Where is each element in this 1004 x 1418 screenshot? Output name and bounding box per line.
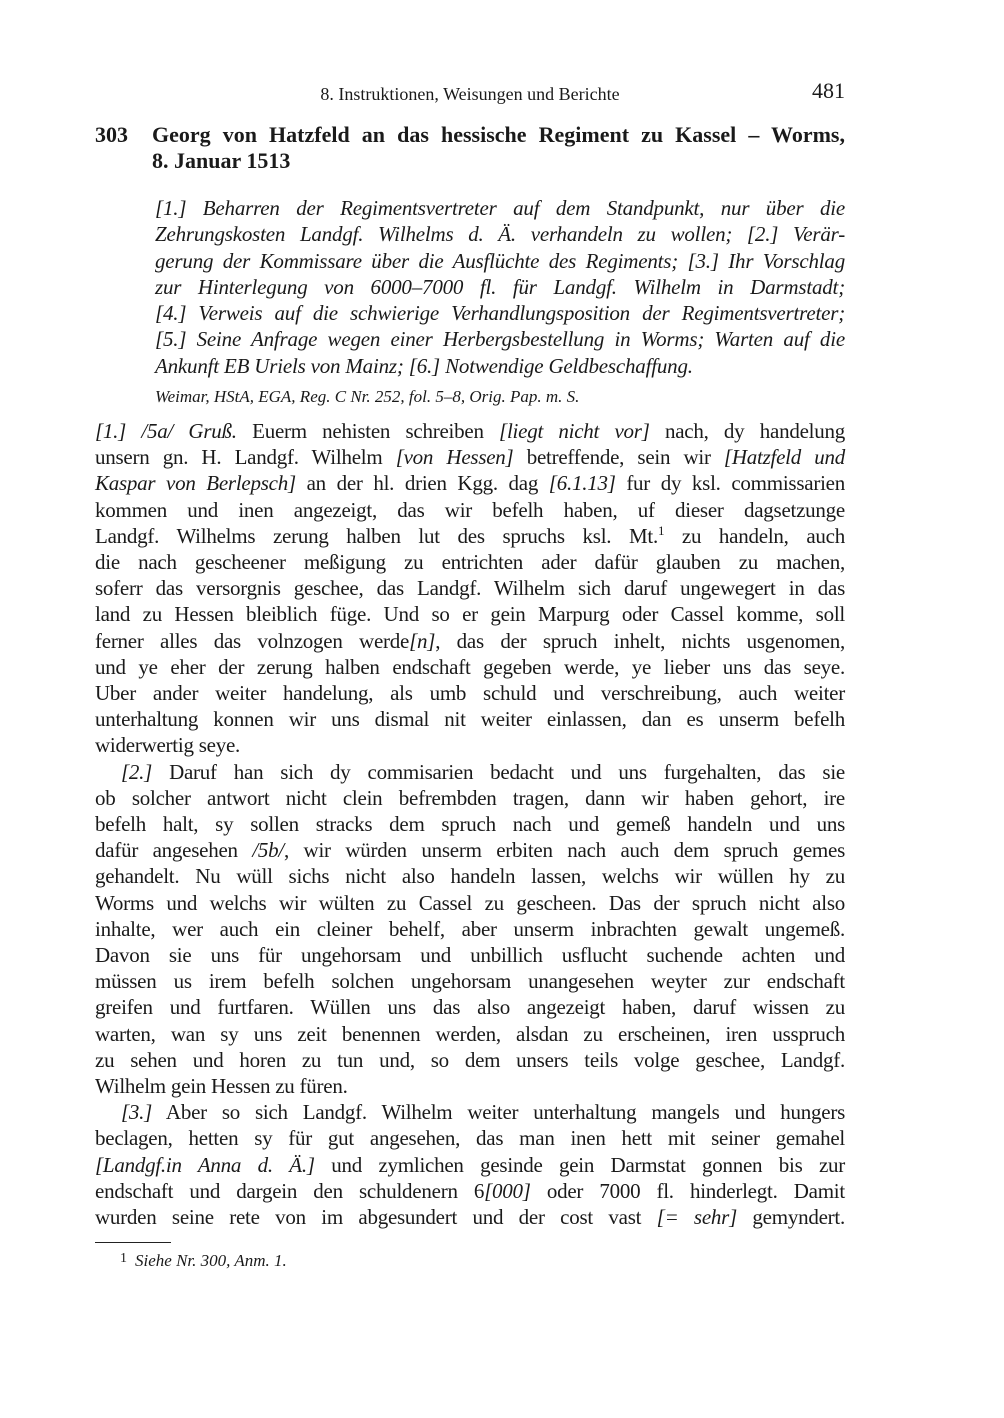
document-body — [95, 418, 845, 1230]
text-run: zu sehen und horen zu tun und, so dem unsers teils volge geschee, Landgf. — [95, 1047, 845, 1072]
text-line — [95, 1152, 845, 1178]
editorial-italic: [1.] /5a/ Gruß. — [95, 419, 237, 443]
footnote-number: 1 — [120, 1251, 127, 1266]
text-line — [95, 759, 845, 785]
text-run: land zu Hessen bleiblich füge. Und so er gein Marpurg oder Cassel komme, soll — [95, 602, 845, 627]
text-line — [95, 601, 845, 627]
text-line — [95, 1204, 845, 1230]
text-line — [95, 1047, 845, 1073]
text-run: an der hl. drien Kgg. dag — [295, 471, 549, 496]
text-run: müssen us irem befelh solchen ungehorsam unangesehen weyter zur endschaft — [95, 969, 845, 994]
paragraph — [95, 418, 845, 759]
footnote-reference: 1 — [657, 522, 665, 538]
summary-line: Zehrungskosten Landgf. Wilhelms d. Ä. verhandeln zu wollen; [2.] Verär- — [155, 222, 845, 247]
page-number: 481 — [812, 78, 845, 103]
text-line — [95, 523, 845, 549]
text-run: Uber ander weiter handelung, als umb schuld und verschreibung, auch weiter — [95, 681, 845, 706]
text-line — [95, 968, 845, 994]
running-head — [95, 78, 845, 107]
text-run: nach, dy handelung — [649, 419, 845, 443]
text-run: und ye eher der zerung halben endschaft gegeben werde, ye lieber uns das seye. — [95, 654, 845, 679]
text-line — [95, 785, 845, 811]
summary-line: [4.] Verweis auf die schwierige Verhandlungsposition der Regimentsvertreter; — [155, 301, 845, 326]
text-line — [95, 1125, 845, 1151]
summary-line: zur Hinterlegung von 6000–7000 fl. für Landgf. Wilhelm in Darmstadt; — [155, 274, 845, 299]
text-line — [95, 837, 845, 863]
text-line — [95, 811, 845, 837]
text-line — [95, 654, 845, 680]
text-line — [95, 1021, 845, 1047]
editorial-italic: [liegt nicht vor] — [499, 419, 650, 443]
text-run: die nach gescheener meßigung zu entrichten ader dafür glauben zu machen, — [95, 550, 845, 575]
text-run: unsern gn. H. Landgf. Wilhelm — [95, 445, 396, 470]
text-run: befelh halt, sy sollen stracks dem spruch nach und gemeß handeln und uns — [95, 812, 845, 837]
footnote — [120, 1247, 287, 1273]
text-run: gemyndert. — [737, 1205, 845, 1230]
source-citation: Weimar, HStA, EGA, Reg. C Nr. 252, fol. 5–8, Orig. Pap. m. S. — [155, 387, 580, 406]
running-title: 8. Instruktionen, Weisungen und Berichte — [320, 84, 620, 104]
title-line: 8. Januar 1513 — [152, 148, 291, 173]
text-line — [95, 994, 845, 1020]
text-line — [95, 680, 845, 706]
document-title — [152, 122, 845, 174]
text-run: Worms und welchs wir wülten zu Cassel zu gescheen. Das der spruch nicht also — [95, 890, 845, 915]
text-run: Wilhelm gein Hessen zu füren. — [95, 1074, 348, 1099]
text-line — [95, 497, 845, 523]
text-run: widerwertig seye. — [95, 733, 241, 758]
editorial-italic: [Hatzfeld und — [723, 445, 845, 470]
editorial-italic: [= sehr] — [656, 1205, 738, 1230]
summary-line: Ankunft EB Uriels von Mainz; [6.] Notwendige Geldbeschaffung. — [155, 353, 693, 378]
editorial-italic: [000] — [484, 1178, 531, 1203]
text-line — [95, 1073, 845, 1099]
text-run: beclagen, hetten sy für gut angesehen, das man inen hett mit seiner gemahel — [95, 1126, 845, 1151]
text-run: betreffende, sein wir — [513, 445, 724, 470]
text-run: inhalte, wer auch ein cleiner behelf, aber unserm inbrachten gewalt ungemeß. — [95, 916, 845, 941]
text-run: endschaft und dargein den schuldenern 6 — [95, 1178, 485, 1203]
text-line — [95, 628, 845, 654]
text-run: ferner alles das volnzogen werde — [95, 628, 410, 653]
text-run: , das der spruch inhelt, nichts usgenomen, — [435, 628, 845, 653]
editorial-italic: [Landgf.in Anna d. Ä.] — [95, 1152, 315, 1177]
text-run: wurden seine rete von im abgesundert und der cost vast — [95, 1205, 657, 1230]
text-line — [95, 1178, 845, 1204]
text-run: Daruf han sich dy commisarien bedacht und uns furgehalten, das sie — [152, 759, 845, 784]
editorial-italic: [2.] — [121, 759, 153, 784]
text-run: und zymlichen gesinde gein Darmstat gonnen bis zur — [314, 1152, 846, 1177]
paragraph — [95, 1099, 845, 1230]
document-number: 303 — [95, 122, 128, 147]
text-run: Landgf. Wilhelms zerung halben lut des spruchs ksl. Mt. — [95, 523, 658, 548]
text-run: kommen und inen angezeigt, das wir befelh haben, uf dieser dagsetzunge — [95, 497, 845, 522]
text-run: soferr das versorgnis geschee, das Landgf. Wilhelm sich daruf ungewegert in das — [95, 576, 845, 601]
text-run: Davon sie uns für ungehorsam und unbillich usflucht suchende achten und — [95, 943, 845, 968]
text-run: gehandelt. Nu wüll sichs nicht also handeln lassen, welchs wir wüllen hy zu — [95, 864, 845, 889]
summary-line: [5.] Seine Anfrage wegen einer Herbergsbestellung in Worms; Warten auf die — [155, 327, 845, 352]
text-line — [95, 549, 845, 575]
text-run: warten, wan sy uns zeit benennen werden, alsdan zu erscheinen, iren usspruch — [95, 1021, 845, 1046]
text-line — [95, 942, 845, 968]
editorial-italic: Kaspar von Berlepsch] — [95, 471, 296, 496]
text-run: oder 7000 fl. hinderlegt. Damit — [530, 1178, 845, 1203]
text-run: fur dy ksl. commissarien — [615, 471, 845, 496]
summary-line: [1.] Beharren der Regimentsvertreter auf dem Standpunkt, nur über die — [155, 196, 845, 220]
editorial-italic: [3.] — [121, 1100, 153, 1125]
text-line — [95, 1099, 845, 1125]
text-line — [95, 575, 845, 601]
text-line — [95, 863, 845, 889]
text-run: dafür angesehen — [95, 838, 253, 863]
text-line — [95, 916, 845, 942]
editorial-italic: [n] — [409, 628, 436, 653]
text-line — [95, 890, 845, 916]
footnote-divider — [95, 1242, 171, 1243]
text-line — [95, 732, 845, 758]
document-summary — [155, 195, 845, 379]
text-run: Euerm nehisten schreiben — [236, 419, 500, 443]
text-line — [95, 418, 845, 444]
text-run: zu handeln, auch — [664, 523, 845, 548]
text-run: unterhaltung konnen wir uns dismal nit weiter einlassen, dan es unserm befelh — [95, 707, 845, 732]
text-run: ob solcher antwort nicht clein befrembden tragen, dann wir haben gehort, ire — [95, 785, 845, 810]
title-line: Georg von Hatzfeld an das hessische Regiment zu Kassel – Worms, — [152, 122, 845, 147]
editorial-italic: [von Hessen] — [395, 445, 514, 470]
summary-line: gerung der Kommissare über die Ausflüchte des Regiments; [3.] Ihr Vorschlag — [155, 248, 845, 273]
text-line — [95, 470, 845, 496]
text-line — [95, 706, 845, 732]
editorial-italic: [6.1.13] — [548, 471, 616, 496]
text-run: , wir würden unserm erbiten nach auch dem spruch gemes — [284, 838, 846, 863]
footnote-text: Siehe Nr. 300, Anm. 1. — [135, 1251, 287, 1270]
text-run: Aber so sich Landgf. Wilhelm weiter unterhaltung mangels und hungers — [152, 1100, 845, 1125]
editorial-italic: /5b/ — [252, 838, 285, 863]
text-run: greifen und furtfaren. Wüllen uns das also angezeigt haben, daruf wissen zu — [95, 995, 845, 1020]
text-line — [95, 444, 845, 470]
paragraph — [95, 759, 845, 1100]
